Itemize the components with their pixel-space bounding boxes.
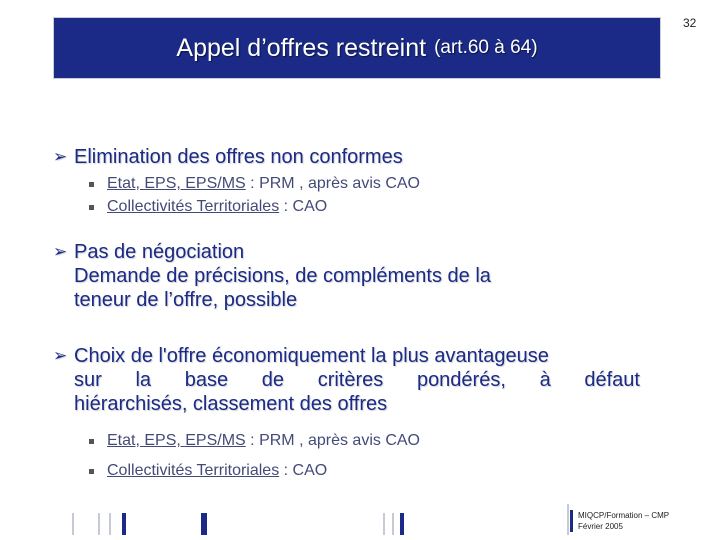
bullet-line: Choix de l'offre économiquement la plus avantageuse xyxy=(74,345,549,367)
sub-item-separator: : xyxy=(279,198,293,215)
sub-item-entity: Collectivités Territoriales xyxy=(107,198,280,215)
footer-divider xyxy=(567,504,569,535)
bullet-line: teneur de l’offre, possible xyxy=(74,289,298,311)
sub-item-text: CAO xyxy=(292,198,328,215)
square-bullet-icon xyxy=(89,439,94,444)
bullet-line: sur la base de critères pondérés, à défaut xyxy=(74,369,640,391)
sub-item-text: PRM , après avis CAO xyxy=(259,432,420,449)
arrow-bullet-icon: ➢ xyxy=(53,147,68,166)
sub-item-text: PRM , après avis CAO xyxy=(259,175,420,192)
footer-bar xyxy=(570,510,573,532)
footer-divider xyxy=(383,513,385,535)
sub-item-text: CAO xyxy=(292,462,328,479)
footer-divider xyxy=(98,513,100,535)
slide-title-reference: (art.60 à 64) xyxy=(434,37,538,58)
sub-item-separator: : xyxy=(245,175,260,192)
bullet-text: Elimination des offres non conformes xyxy=(74,146,403,168)
footer-divider xyxy=(72,513,74,535)
sub-item-entity: Collectivités Territoriales xyxy=(107,462,280,479)
footer-bar xyxy=(400,513,404,535)
square-bullet-icon xyxy=(89,205,94,210)
sub-item-entity: Etat, EPS, EPS/MS xyxy=(107,432,246,449)
footer-date: Février 2005 xyxy=(578,522,623,531)
sub-item-etat xyxy=(89,175,420,193)
arrow-bullet-icon: ➢ xyxy=(53,242,68,261)
sub-item-separator: : xyxy=(279,462,293,479)
slide-title: Appel d’offres restreint xyxy=(176,33,427,62)
bullet-line: hiérarchisés, classement des offres xyxy=(74,393,388,415)
footer-bar xyxy=(201,513,207,535)
footer-organization: MIQCP/Formation – CMP xyxy=(578,511,670,520)
sub-item-separator: : xyxy=(245,432,260,449)
square-bullet-icon xyxy=(89,182,94,187)
sub-item-collectivites xyxy=(89,462,327,480)
bullet-line: Pas de négociation xyxy=(74,241,245,263)
bullet-line: Demande de précisions, de compléments de la xyxy=(74,265,491,287)
page-number: 32 xyxy=(683,16,697,30)
footer-divider xyxy=(109,513,111,535)
sub-item-collectivites xyxy=(89,198,327,216)
square-bullet-icon xyxy=(89,469,94,474)
sub-item-etat xyxy=(89,432,420,450)
footer-divider xyxy=(392,513,394,535)
sub-item-entity: Etat, EPS, EPS/MS xyxy=(107,175,246,192)
arrow-bullet-icon: ➢ xyxy=(53,346,68,365)
footer-bar xyxy=(122,513,126,535)
slide-title-box xyxy=(53,17,661,79)
